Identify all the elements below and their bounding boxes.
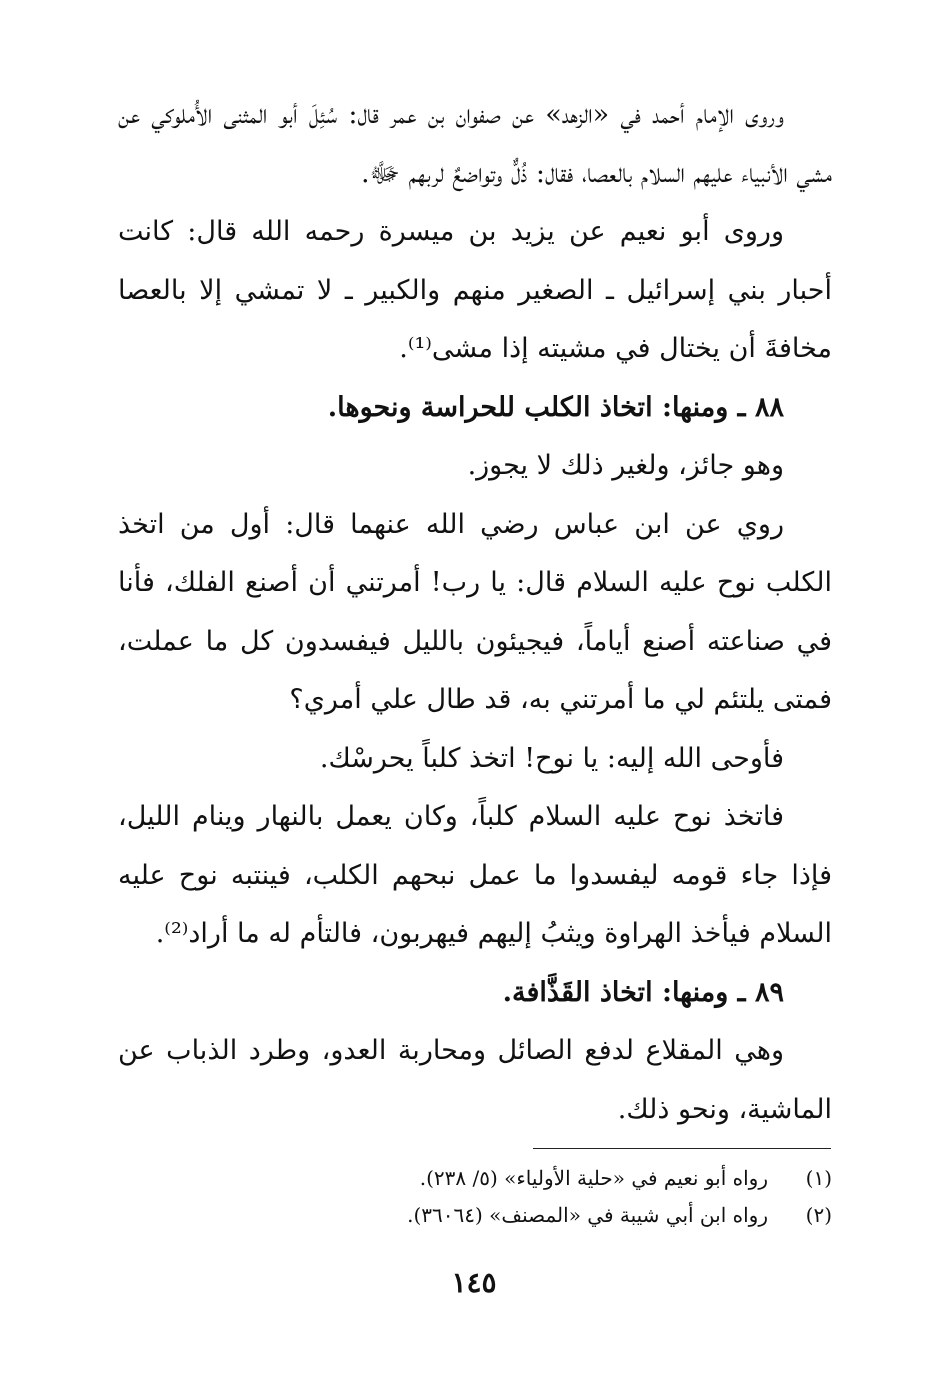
paragraph-sling-definition: وهي المقلاع لدفع الصائل ومحاربة العدو، وطرد الذباب عن الماشية، ونحو ذلك. [118, 1035, 832, 1125]
page-number: ١٤٥ [451, 1266, 497, 1299]
footnote-mark-1: (١) [805, 1166, 832, 1190]
paragraph-ibn-abbas-narration: روي عن ابن عباس رضي الله عنهما قال: أول من اتخذ الكلب نوح عليه السلام قال: يا رب! أمرتني أن أصنع الفلك، فأنا في صناعته أصنع أياماً، فيجيئون بالليل فيفسدون كل ما عملت، فمتى يلتئم لي ما أمرتني به، قد طال علي أمري؟ [118, 508, 832, 715]
footnote-mark-2: (٢) [805, 1203, 832, 1227]
footnote-text-2: رواه ابن أبي شيبة في «المصنف» (٣٦٠٦٤). [407, 1203, 768, 1227]
section-heading-88: ٨٨ ـ ومنها: اتخاذ الكلب للحراسة ونحوها. [327, 391, 784, 423]
footnotes [118, 1160, 832, 1234]
footnote-divider [533, 1148, 831, 1149]
page-body [118, 86, 832, 1139]
paragraph-revelation: فأوحى الله إليه: يا نوح! اتخذ كلباً يحرسْك. [319, 742, 784, 774]
footnote-1 [118, 1160, 832, 1197]
paragraph-zuhd-narration: وروى الإمام أحمد في «الزهد» عن صفوان بن عمر قال: سُئِلَ أبو المثنى الأُملوكي عن مشي الأنبياء عليهم السلام بالعصا، فقال: ذُلٌّ وتواضعٌ لربهم ﷻ. [118, 99, 832, 189]
paragraph-nuh-dog: فاتخذ نوح عليه السلام كلباً، وكان يعمل بالنهار وينام الليل، فإذا جاء قومه ليفسدوا ما عمل نبحهم الكلب، فينتبه نوح عليه السلام فيأخذ الهراوة ويثبُ إليهم فيهربون، فالتأم له ما أراد⁽²⁾. [118, 801, 832, 949]
paragraph-permissibility: وهو جائز، ولغير ذلك لا يجوز. [467, 450, 784, 481]
footnote-text-1: رواه أبو نعيم في «حلية الأولياء» (٥/ ٢٣٨). [419, 1166, 768, 1190]
paragraph-abu-nuaym-narration: وروى أبو نعيم عن يزيد بن ميسرة رحمه الله قال: كانت أحبار بني إسرائيل ـ الصغير منهم والكبير ـ لا تمشي إلا بالعصا مخافةَ أن يختال في مشيته إذا مشى⁽¹⁾. [118, 216, 832, 364]
section-heading-89: ٨٩ ـ ومنها: اتخاذ القَذَّافة. [502, 976, 784, 1008]
footnote-2 [118, 1197, 832, 1234]
